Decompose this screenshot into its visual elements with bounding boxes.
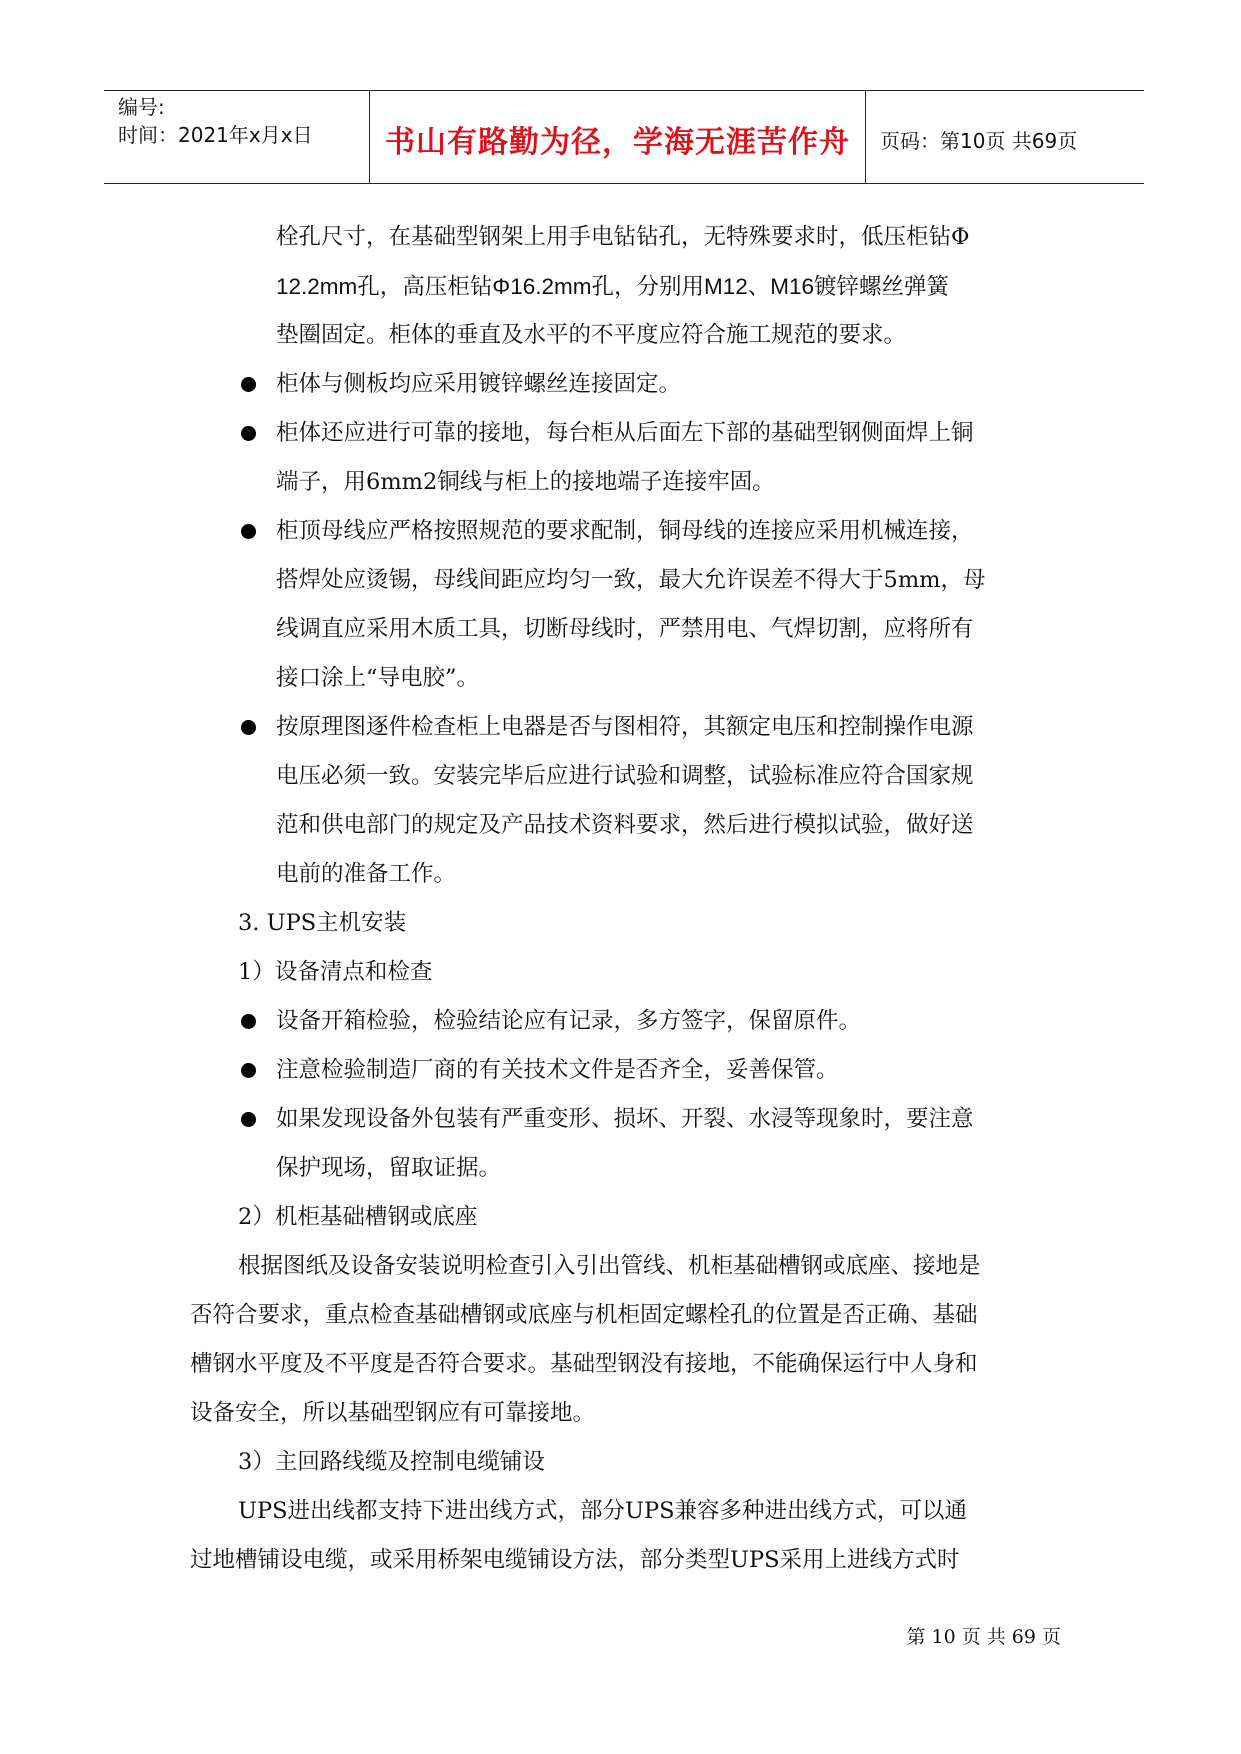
page-footer: 第 10 页 共 69 页	[906, 1626, 1061, 1648]
document-body	[190, 213, 1064, 1585]
text-line: 柜顶母线应严格按照规范的要求配制，铜母线的连接应采用机械连接，	[276, 518, 974, 544]
text-line: 电前的准备工作。	[276, 861, 457, 887]
text-line: 接口涂上“导电胶”。	[276, 665, 480, 691]
text-line: 柜体还应进行可靠的接地，每台柜从后面左下部的基础型钢侧面焊上铜	[276, 420, 974, 446]
subsection-heading: 3）主回路线缆及控制电缆铺设	[238, 1449, 545, 1475]
bullet-dot-icon	[241, 720, 256, 735]
section-heading: 3. UPS主机安装	[238, 910, 407, 936]
header-meta	[104, 91, 370, 183]
text-line: UPS进出线都支持下进出线方式，部分UPS兼容多种进出线方式，可以通	[238, 1498, 968, 1524]
bullet-dot-icon	[241, 1112, 256, 1127]
text-line: 柜体与侧板均应采用镀锌螺丝连接固定。	[276, 371, 682, 397]
text-line: 否符合要求，重点检查基础槽钢或底座与机柜固定螺栓孔的位置是否正确、基础	[190, 1302, 978, 1328]
text-line: 线调直应采用木质工具，切断母线时，严禁用电、气焊切割，应将所有	[276, 616, 974, 642]
text-line: 12.2mm孔，高压柜钻Φ16.2mm孔，分别用M12、M16镀锌螺丝弹簧	[276, 274, 950, 299]
bullet-item	[190, 1046, 1064, 1095]
text-line: 电压必须一致。安装完毕后应进行试验和调整，试验标准应符合国家规	[276, 763, 974, 789]
bullet-item	[190, 507, 1064, 703]
text-line: 设备安全，所以基础型钢应有可靠接地。	[190, 1400, 596, 1426]
bullet-dot-icon	[241, 524, 256, 539]
bullet-dot-icon	[241, 1014, 256, 1029]
document-number-label: 编号:	[118, 95, 165, 119]
text-line: 根据图纸及设备安装说明检查引入引出管线、机柜基础槽钢或底座、接地是	[238, 1253, 981, 1279]
text-line: 端子，用6mm2铜线与柜上的接地端子连接牢固。	[276, 469, 775, 495]
header-motto: 书山有路勤为径，学海无涯苦作舟	[370, 91, 866, 183]
bullet-item	[190, 409, 1064, 507]
subsection-heading: 1）设备清点和检查	[238, 959, 433, 985]
header-page-label: 页码：第10页 共69页	[880, 128, 1078, 153]
text-line: 如果发现设备外包装有严重变形、损坏、开裂、水浸等现象时，要注意	[276, 1106, 974, 1132]
bullet-item	[190, 360, 1064, 409]
document-header	[104, 90, 1144, 184]
bullet-dot-icon	[241, 377, 256, 392]
continued-paragraph	[190, 213, 1064, 360]
bullet-item	[190, 703, 1064, 899]
bullet-item	[190, 997, 1064, 1046]
body-paragraph	[190, 1242, 1064, 1438]
text-line: 过地槽铺设电缆，或采用桥架电缆铺设方法，部分类型UPS采用上进线方式时	[190, 1547, 960, 1573]
bullet-item	[190, 1095, 1064, 1193]
body-paragraph	[190, 1487, 1064, 1585]
text-line: 栓孔尺寸，在基础型钢架上用手电钻钻孔，无特殊要求时，低压柜钻Φ	[276, 224, 970, 250]
subsection-heading: 2）机柜基础槽钢或底座	[238, 1204, 478, 1230]
document-time-label: 时间：2021年x月x日	[118, 123, 313, 147]
text-line: 搭焊处应烫锡，母线间距应均匀一致，最大允许误差不得大于5mm，母	[276, 567, 986, 593]
text-line: 保护现场，留取证据。	[276, 1155, 502, 1181]
text-line: 范和供电部门的规定及产品技术资料要求，然后进行模拟试验，做好送	[276, 812, 974, 838]
text-line: 槽钢水平度及不平度是否符合要求。基础型钢没有接地，不能确保运行中人身和	[190, 1351, 978, 1377]
bullet-dot-icon	[241, 426, 256, 441]
text-line: 垫圈固定。柜体的垂直及水平的不平度应符合施工规范的要求。	[276, 322, 907, 348]
text-line: 注意检验制造厂商的有关技术文件是否齐全，妥善保管。	[276, 1057, 839, 1083]
text-line: 设备开箱检验，检验结论应有记录，多方签字，保留原件。	[276, 1008, 862, 1034]
bullet-dot-icon	[241, 1063, 256, 1078]
text-line: 按原理图逐件检查柜上电器是否与图相符，其额定电压和控制操作电源	[276, 714, 974, 740]
